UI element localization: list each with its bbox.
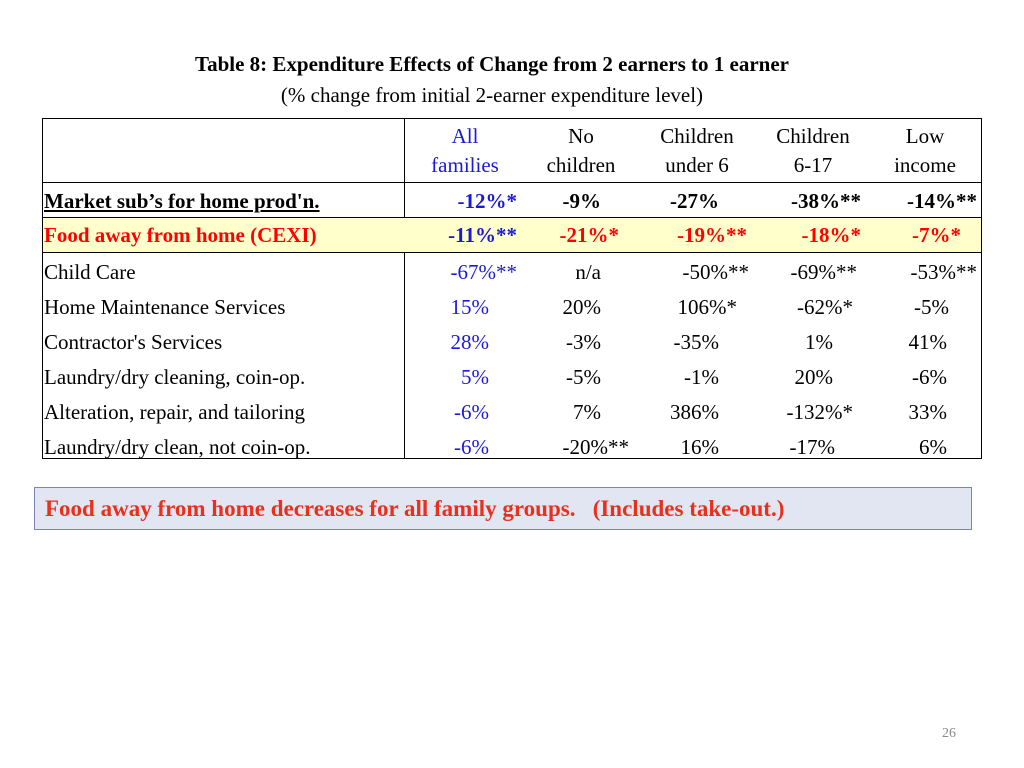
table-row [43,395,981,429]
row-label: Laundry/dry clean, not coin-op. [44,435,311,459]
cell-children-under-6: -1% [684,365,719,389]
header-children-under-6-line1: Children [660,124,734,148]
cell-all-families: -6% [454,435,489,459]
cell-all-families: -11%** [448,223,517,247]
cell-children-under-6: 106%* [677,295,737,319]
cell-low-income: 41% [908,330,947,354]
cell-no-children: -5% [566,365,601,389]
header-children-under-6 [647,122,747,180]
table-title: Table 8: Expenditure Effects of Change from 2 earners to 1 earner [195,52,789,76]
cell-children-6-17: 20% [794,365,833,389]
header-low-income-line2: income [894,153,956,177]
cell-low-income: 6% [919,435,947,459]
expenditure-table [42,118,982,459]
cell-low-income: 33% [908,400,947,424]
cell-all-families: -67%** [450,260,517,284]
cell-no-children: -3% [566,330,601,354]
row-divider [43,252,981,253]
cell-children-6-17: -38%** [791,189,861,213]
header-no-children-line2: children [546,153,616,177]
cell-children-under-6: 386% [670,400,719,424]
cell-low-income: -14%** [907,189,977,213]
header-children-6-17 [763,122,863,180]
table-row [43,360,981,394]
cell-children-under-6: 16% [680,435,719,459]
row-label: Food away from home (CEXI) [44,223,317,247]
header-low-income-line1: Low [905,124,945,148]
table-subtitle: (% change from initial 2-earner expenditure level) [280,83,704,107]
cell-no-children: -9% [562,189,601,213]
table-row [43,325,981,359]
cell-children-6-17: -69%** [790,260,857,284]
cell-low-income: -5% [914,295,949,319]
header-all-families [415,122,515,180]
table-row [43,290,981,324]
header-no-children [531,122,631,180]
cell-no-children: 20% [562,295,601,319]
cell-low-income: -7%* [912,223,961,247]
header-all-families-line1: All [451,124,479,148]
row-label: Alteration, repair, and tailoring [44,400,305,424]
cell-children-6-17: -132%* [786,400,853,424]
table-row [43,184,981,217]
cell-no-children: -21%* [559,223,619,247]
cell-children-6-17: -62%* [797,295,853,319]
row-label: Contractor's Services [44,330,223,354]
cell-children-under-6: -50%** [682,260,749,284]
row-label: Child Care [44,260,136,284]
cell-no-children: -20%** [562,435,629,459]
header-divider [43,182,981,183]
cell-children-6-17: 1% [805,330,833,354]
cell-low-income: -53%** [910,260,977,284]
callout-box [34,487,972,530]
table-row [43,255,981,289]
cell-children-6-17: -18%* [801,223,861,247]
table-row-highlight [43,218,981,252]
header-all-families-line2: families [431,153,499,177]
cell-children-under-6: -35% [673,330,719,354]
cell-children-under-6: -19%** [677,223,747,247]
cell-all-families: -6% [454,400,489,424]
cell-all-families: 28% [450,330,489,354]
cell-all-families: 15% [450,295,489,319]
header-children-under-6-line2: under 6 [665,153,729,177]
callout-text: Food away from home decreases for all family groups. (Includes take-out.) [45,496,785,521]
header-children-6-17-line2: 6-17 [793,153,833,177]
row-label: Market sub’s for home prod'n. [44,189,320,213]
row-label: Laundry/dry cleaning, coin-op. [44,365,306,389]
cell-all-families: 5% [461,365,489,389]
header-low-income [875,122,975,180]
cell-no-children: 7% [573,400,601,424]
page-number: 26 [942,726,956,741]
cell-no-children: n/a [575,260,601,284]
table-header-row [43,122,981,180]
header-children-6-17-line1: Children [776,124,850,148]
table-row [43,430,981,458]
cell-children-under-6: -27% [670,189,719,213]
header-no-children-line1: No [568,124,594,148]
cell-all-families: -12%* [457,189,517,213]
cell-low-income: -6% [912,365,947,389]
cell-children-6-17: -17% [789,435,835,459]
row-label: Home Maintenance Services [44,295,286,319]
